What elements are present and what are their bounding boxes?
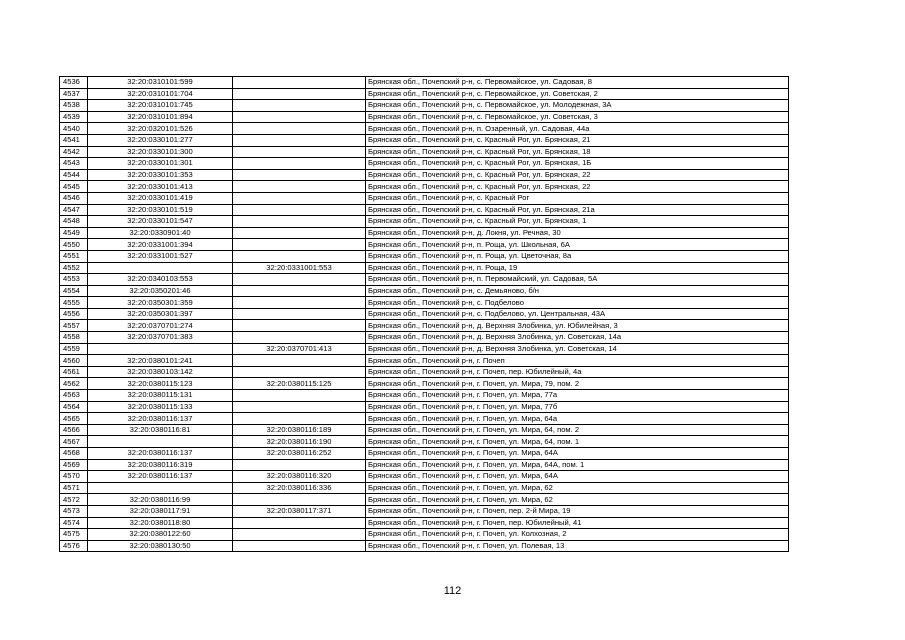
linked-cadastral-number-cell bbox=[233, 227, 366, 239]
table-row bbox=[60, 517, 789, 529]
linked-cadastral-number-cell bbox=[233, 111, 366, 123]
address-cell: Брянская обл., Почепский р-н, с. Красный Рог, ул. Брянская, 21 bbox=[366, 134, 789, 146]
linked-cadastral-number-cell: 32:20:0370701:413 bbox=[233, 343, 366, 355]
linked-cadastral-number-cell bbox=[233, 494, 366, 506]
cadastral-number-cell: 32:20:0330101:547 bbox=[88, 216, 233, 228]
linked-cadastral-number-cell bbox=[233, 192, 366, 204]
linked-cadastral-number-cell bbox=[233, 169, 366, 181]
cadastral-number-cell: 32:20:0310101:704 bbox=[88, 88, 233, 100]
cadastral-number-cell: 32:20:0330101:413 bbox=[88, 181, 233, 193]
cadastral-number-cell: 32:20:0380115:123 bbox=[88, 378, 233, 390]
table-row bbox=[60, 169, 789, 181]
address-cell: Брянская обл., Почепский р-н, с. Красный Рог, ул. Брянская, 1 bbox=[366, 216, 789, 228]
table-row bbox=[60, 297, 789, 309]
cadastral-number-cell: 32:20:0380122:60 bbox=[88, 529, 233, 541]
row-number-cell: 4574 bbox=[60, 517, 88, 529]
cadastral-number-cell: 32:20:0330101:301 bbox=[88, 158, 233, 170]
table-row bbox=[60, 471, 789, 483]
cadastral-number-cell: 32:20:0310101:745 bbox=[88, 100, 233, 112]
linked-cadastral-number-cell bbox=[233, 285, 366, 297]
row-number-cell: 4557 bbox=[60, 320, 88, 332]
linked-cadastral-number-cell: 32:20:0380116:320 bbox=[233, 471, 366, 483]
table-row bbox=[60, 366, 789, 378]
row-number-cell: 4546 bbox=[60, 192, 88, 204]
cadastral-number-cell bbox=[88, 482, 233, 494]
address-cell: Брянская обл., Почепский р-н, с. Первомайское, ул. Молодежная, 3А bbox=[366, 100, 789, 112]
table-row bbox=[60, 424, 789, 436]
linked-cadastral-number-cell bbox=[233, 517, 366, 529]
row-number-cell: 4539 bbox=[60, 111, 88, 123]
cadastral-number-cell: 32:20:0370701:274 bbox=[88, 320, 233, 332]
address-cell: Брянская обл., Почепский р-н, д. Верхняя Злобинка, ул. Советская, 14 bbox=[366, 343, 789, 355]
cadastral-number-cell: 32:20:0380116:137 bbox=[88, 448, 233, 460]
cadastral-number-cell: 32:20:0330101:419 bbox=[88, 192, 233, 204]
cadastral-number-cell: 32:20:0350201:46 bbox=[88, 285, 233, 297]
linked-cadastral-number-cell bbox=[233, 239, 366, 251]
table-row bbox=[60, 308, 789, 320]
table-row bbox=[60, 332, 789, 344]
row-number-cell: 4569 bbox=[60, 459, 88, 471]
table-row bbox=[60, 204, 789, 216]
linked-cadastral-number-cell bbox=[233, 77, 366, 89]
table-row bbox=[60, 181, 789, 193]
linked-cadastral-number-cell: 32:20:0380117:371 bbox=[233, 505, 366, 517]
row-number-cell: 4537 bbox=[60, 88, 88, 100]
row-number-cell: 4560 bbox=[60, 355, 88, 367]
row-number-cell: 4562 bbox=[60, 378, 88, 390]
linked-cadastral-number-cell: 32:20:0380116:336 bbox=[233, 482, 366, 494]
linked-cadastral-number-cell bbox=[233, 366, 366, 378]
linked-cadastral-number-cell bbox=[233, 540, 366, 552]
address-cell: Брянская обл., Почепский р-н, с. Первомайское, ул. Советская, 2 bbox=[366, 88, 789, 100]
linked-cadastral-number-cell bbox=[233, 459, 366, 471]
row-number-cell: 4538 bbox=[60, 100, 88, 112]
address-cell: Брянская обл., Почепский р-н, г. Почеп, ул. Мира, 77б bbox=[366, 401, 789, 413]
table-row bbox=[60, 227, 789, 239]
table-row bbox=[60, 494, 789, 506]
cadastral-number-cell: 32:20:0340103:553 bbox=[88, 274, 233, 286]
linked-cadastral-number-cell bbox=[233, 204, 366, 216]
cadastral-number-cell: 32:20:0380130:50 bbox=[88, 540, 233, 552]
address-cell: Брянская обл., Почепский р-н, с. Подбелово, ул. Центральная, 43А bbox=[366, 308, 789, 320]
linked-cadastral-number-cell bbox=[233, 134, 366, 146]
address-cell: Брянская обл., Почепский р-н, с. Красный Рог, ул. Брянская, 18 bbox=[366, 146, 789, 158]
row-number-cell: 4545 bbox=[60, 181, 88, 193]
cadastral-number-cell: 32:20:0331001:394 bbox=[88, 239, 233, 251]
cadastral-number-cell: 32:20:0331001:527 bbox=[88, 250, 233, 262]
row-number-cell: 4542 bbox=[60, 146, 88, 158]
address-cell: Брянская обл., Почепский р-н, г. Почеп, ул. Мира, 64А bbox=[366, 471, 789, 483]
address-cell: Брянская обл., Почепский р-н, с. Подбелово bbox=[366, 297, 789, 309]
table-row bbox=[60, 540, 789, 552]
cadastral-number-cell: 32:20:0310101:894 bbox=[88, 111, 233, 123]
cadastral-number-cell: 32:20:0380115:131 bbox=[88, 390, 233, 402]
row-number-cell: 4553 bbox=[60, 274, 88, 286]
cadastral-number-cell: 32:20:0380103:142 bbox=[88, 366, 233, 378]
row-number-cell: 4559 bbox=[60, 343, 88, 355]
linked-cadastral-number-cell bbox=[233, 274, 366, 286]
table-row bbox=[60, 88, 789, 100]
address-cell: Брянская обл., Почепский р-н, г. Почеп, пер. Юбилейный, 41 bbox=[366, 517, 789, 529]
address-cell: Брянская обл., Почепский р-н, д. Верхняя Злобинка, ул. Советская, 14а bbox=[366, 332, 789, 344]
address-cell: Брянская обл., Почепский р-н, г. Почеп, ул. Мира, 79, пом. 2 bbox=[366, 378, 789, 390]
cadastral-number-cell: 32:20:0380115:133 bbox=[88, 401, 233, 413]
address-cell: Брянская обл., Почепский р-н, с. Красный Рог, ул. Брянская, 21а bbox=[366, 204, 789, 216]
address-cell: Брянская обл., Почепский р-н, г. Почеп, ул. Мира, 64А, пом. 1 bbox=[366, 459, 789, 471]
address-cell: Брянская обл., Почепский р-н, п. Озаренный, ул. Садовая, 44а bbox=[366, 123, 789, 135]
cadastral-number-cell: 32:20:0380101:241 bbox=[88, 355, 233, 367]
table-row bbox=[60, 123, 789, 135]
table-row bbox=[60, 482, 789, 494]
linked-cadastral-number-cell: 32:20:0331001:553 bbox=[233, 262, 366, 274]
linked-cadastral-number-cell bbox=[233, 146, 366, 158]
linked-cadastral-number-cell bbox=[233, 123, 366, 135]
linked-cadastral-number-cell bbox=[233, 308, 366, 320]
table-row bbox=[60, 320, 789, 332]
row-number-cell: 4554 bbox=[60, 285, 88, 297]
linked-cadastral-number-cell: 32:20:0380116:189 bbox=[233, 424, 366, 436]
cadastral-number-cell bbox=[88, 343, 233, 355]
table-row bbox=[60, 529, 789, 541]
cadastral-number-cell: 32:20:0350301:397 bbox=[88, 308, 233, 320]
cadastral-number-cell bbox=[88, 262, 233, 274]
address-cell: Брянская обл., Почепский р-н, г. Почеп, ул. Мира, 64, пом. 2 bbox=[366, 424, 789, 436]
table-row bbox=[60, 285, 789, 297]
row-number-cell: 4541 bbox=[60, 134, 88, 146]
table-row bbox=[60, 216, 789, 228]
address-cell: Брянская обл., Почепский р-н, с. Красный Рог bbox=[366, 192, 789, 204]
address-cell: Брянская обл., Почепский р-н, с. Демьяново, б/н bbox=[366, 285, 789, 297]
table-row bbox=[60, 378, 789, 390]
registry-table-body bbox=[60, 77, 789, 552]
address-cell: Брянская обл., Почепский р-н, г. Почеп, ул. Мира, 62 bbox=[366, 482, 789, 494]
address-cell: Брянская обл., Почепский р-н, г. Почеп, ул. Колхозная, 2 bbox=[366, 529, 789, 541]
linked-cadastral-number-cell bbox=[233, 401, 366, 413]
row-number-cell: 4573 bbox=[60, 505, 88, 517]
table-row bbox=[60, 355, 789, 367]
address-cell: Брянская обл., Почепский р-н, с. Красный Рог, ул. Брянская, 22 bbox=[366, 169, 789, 181]
table-row bbox=[60, 274, 789, 286]
row-number-cell: 4576 bbox=[60, 540, 88, 552]
address-cell: Брянская обл., Почепский р-н, с. Первомайское, ул. Советская, 3 bbox=[366, 111, 789, 123]
linked-cadastral-number-cell bbox=[233, 88, 366, 100]
row-number-cell: 4551 bbox=[60, 250, 88, 262]
linked-cadastral-number-cell: 32:20:0380115:125 bbox=[233, 378, 366, 390]
table-row bbox=[60, 262, 789, 274]
table-row bbox=[60, 448, 789, 460]
cadastral-number-cell: 32:20:0330101:277 bbox=[88, 134, 233, 146]
linked-cadastral-number-cell bbox=[233, 158, 366, 170]
table-row bbox=[60, 401, 789, 413]
table-row bbox=[60, 77, 789, 89]
table-row bbox=[60, 146, 789, 158]
row-number-cell: 4563 bbox=[60, 390, 88, 402]
table-row bbox=[60, 192, 789, 204]
row-number-cell: 4568 bbox=[60, 448, 88, 460]
row-number-cell: 4550 bbox=[60, 239, 88, 251]
linked-cadastral-number-cell bbox=[233, 390, 366, 402]
address-cell: Брянская обл., Почепский р-н, г. Почеп, пер. 2-й Мира, 19 bbox=[366, 505, 789, 517]
cadastral-number-cell: 32:20:0380117:91 bbox=[88, 505, 233, 517]
cadastral-number-cell: 32:20:0310101:599 bbox=[88, 77, 233, 89]
row-number-cell: 4575 bbox=[60, 529, 88, 541]
row-number-cell: 4548 bbox=[60, 216, 88, 228]
row-number-cell: 4561 bbox=[60, 366, 88, 378]
table-row bbox=[60, 134, 789, 146]
cadastral-number-cell: 32:20:0380116:137 bbox=[88, 471, 233, 483]
address-cell: Брянская обл., Почепский р-н, г. Почеп, ул. Мира, 62 bbox=[366, 494, 789, 506]
address-cell: Брянская обл., Почепский р-н, п. Роща, 19 bbox=[366, 262, 789, 274]
cadastral-number-cell: 32:20:0330101:519 bbox=[88, 204, 233, 216]
address-cell: Брянская обл., Почепский р-н, г. Почеп, ул. Мира, 64, пом. 1 bbox=[366, 436, 789, 448]
cadastral-number-cell: 32:20:0380118:80 bbox=[88, 517, 233, 529]
cadastral-number-cell: 32:20:0380116:81 bbox=[88, 424, 233, 436]
table-row bbox=[60, 390, 789, 402]
row-number-cell: 4555 bbox=[60, 297, 88, 309]
address-cell: Брянская обл., Почепский р-н, п. Роща, ул. Цветочная, 8а bbox=[366, 250, 789, 262]
address-cell: Брянская обл., Почепский р-н, г. Почеп, ул. Мира, 77а bbox=[366, 390, 789, 402]
page-number: 112 bbox=[443, 585, 462, 597]
table-row bbox=[60, 505, 789, 517]
row-number-cell: 4556 bbox=[60, 308, 88, 320]
row-number-cell: 4543 bbox=[60, 158, 88, 170]
cadastral-number-cell bbox=[88, 436, 233, 448]
cadastral-number-cell: 32:20:0380116:99 bbox=[88, 494, 233, 506]
row-number-cell: 4565 bbox=[60, 413, 88, 425]
address-cell: Брянская обл., Почепский р-н, с. Первомайское, ул. Садовая, 8 bbox=[366, 77, 789, 89]
row-number-cell: 4558 bbox=[60, 332, 88, 344]
table-row bbox=[60, 111, 789, 123]
linked-cadastral-number-cell bbox=[233, 250, 366, 262]
row-number-cell: 4567 bbox=[60, 436, 88, 448]
address-cell: Брянская обл., Почепский р-н, с. Красный Рог, ул. Брянская, 22 bbox=[366, 181, 789, 193]
cadastral-number-cell: 32:20:0380116:319 bbox=[88, 459, 233, 471]
row-number-cell: 4552 bbox=[60, 262, 88, 274]
linked-cadastral-number-cell bbox=[233, 529, 366, 541]
row-number-cell: 4540 bbox=[60, 123, 88, 135]
address-cell: Брянская обл., Почепский р-н, г. Почеп bbox=[366, 355, 789, 367]
row-number-cell: 4544 bbox=[60, 169, 88, 181]
row-number-cell: 4547 bbox=[60, 204, 88, 216]
table-row bbox=[60, 459, 789, 471]
address-cell: Брянская обл., Почепский р-н, п. Роща, ул. Школьная, 6А bbox=[366, 239, 789, 251]
cadastral-number-cell: 32:20:0370701:383 bbox=[88, 332, 233, 344]
table-row bbox=[60, 436, 789, 448]
address-cell: Брянская обл., Почепский р-н, г. Почеп, ул. Мира, 64а bbox=[366, 413, 789, 425]
cadastral-number-cell: 32:20:0380116:137 bbox=[88, 413, 233, 425]
linked-cadastral-number-cell: 32:20:0380116:190 bbox=[233, 436, 366, 448]
row-number-cell: 4566 bbox=[60, 424, 88, 436]
cadastral-number-cell: 32:20:0330101:353 bbox=[88, 169, 233, 181]
address-cell: Брянская обл., Почепский р-н, с. Красный Рог, ул. Брянская, 1Б bbox=[366, 158, 789, 170]
row-number-cell: 4536 bbox=[60, 77, 88, 89]
registry-table bbox=[59, 76, 789, 552]
table-row bbox=[60, 100, 789, 112]
cadastral-number-cell: 32:20:0320101:526 bbox=[88, 123, 233, 135]
linked-cadastral-number-cell bbox=[233, 100, 366, 112]
address-cell: Брянская обл., Почепский р-н, г. Почеп, пер. Юбилейный, 4а bbox=[366, 366, 789, 378]
address-cell: Брянская обл., Почепский р-н, п. Первомайский, ул. Садовая, 5А bbox=[366, 274, 789, 286]
table-row bbox=[60, 413, 789, 425]
linked-cadastral-number-cell bbox=[233, 355, 366, 367]
row-number-cell: 4549 bbox=[60, 227, 88, 239]
address-cell: Брянская обл., Почепский р-н, г. Почеп, ул. Полевая, 13 bbox=[366, 540, 789, 552]
table-row bbox=[60, 250, 789, 262]
address-cell: Брянская обл., Почепский р-н, г. Почеп, ул. Мира, 64А bbox=[366, 448, 789, 460]
linked-cadastral-number-cell bbox=[233, 297, 366, 309]
linked-cadastral-number-cell bbox=[233, 332, 366, 344]
linked-cadastral-number-cell bbox=[233, 320, 366, 332]
table-row bbox=[60, 239, 789, 251]
cadastral-number-cell: 32:20:0330901:40 bbox=[88, 227, 233, 239]
address-cell: Брянская обл., Почепский р-н, д. Локня, ул. Речная, 30 bbox=[366, 227, 789, 239]
linked-cadastral-number-cell: 32:20:0380116:252 bbox=[233, 448, 366, 460]
address-cell: Брянская обл., Почепский р-н, д. Верхняя Злобинка, ул. Юбилейная, 3 bbox=[366, 320, 789, 332]
linked-cadastral-number-cell bbox=[233, 216, 366, 228]
row-number-cell: 4571 bbox=[60, 482, 88, 494]
row-number-cell: 4570 bbox=[60, 471, 88, 483]
row-number-cell: 4564 bbox=[60, 401, 88, 413]
cadastral-number-cell: 32:20:0330101:300 bbox=[88, 146, 233, 158]
row-number-cell: 4572 bbox=[60, 494, 88, 506]
table-row bbox=[60, 343, 789, 355]
linked-cadastral-number-cell bbox=[233, 413, 366, 425]
cadastral-number-cell: 32:20:0350301:359 bbox=[88, 297, 233, 309]
table-row bbox=[60, 158, 789, 170]
linked-cadastral-number-cell bbox=[233, 181, 366, 193]
